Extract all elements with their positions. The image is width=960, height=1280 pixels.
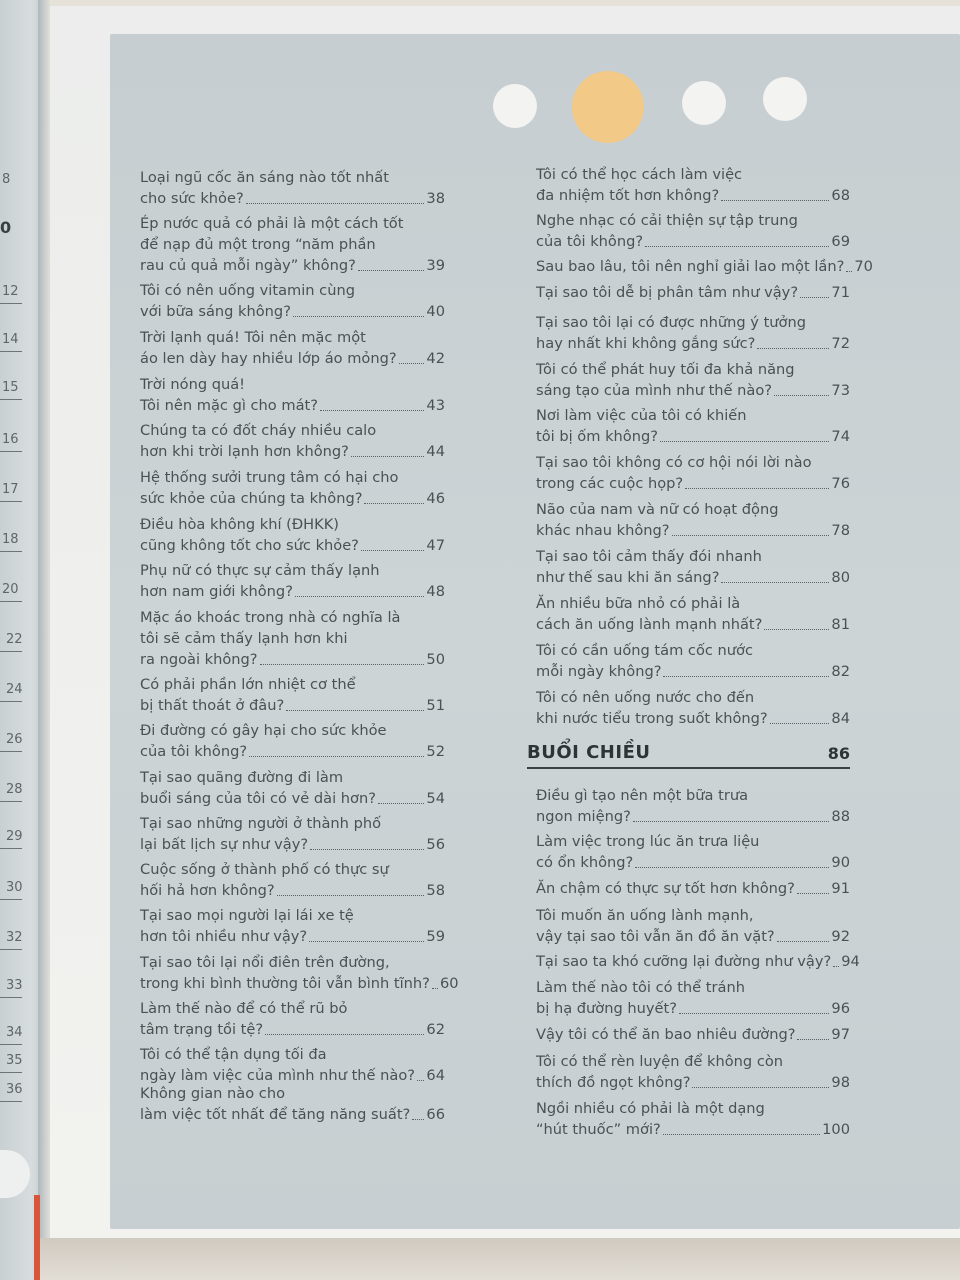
toc-entry[interactable] — [536, 452, 850, 494]
toc-entry[interactable] — [140, 1083, 445, 1125]
previous-page-number: 33 — [6, 978, 23, 993]
toc-entry-text: áo len dày hay nhiều lớp áo mỏng? — [140, 350, 397, 367]
toc-page-number: 78 — [831, 522, 850, 539]
toc-page-number: 66 — [426, 1106, 445, 1123]
toc-entry-text: mỗi ngày không? — [536, 663, 662, 680]
table-surface-bottom — [40, 1238, 960, 1280]
toc-entry-text: hơn khi trời lạnh hơn không? — [140, 443, 349, 460]
toc-entry-text: Sau bao lâu, tôi nên nghỉ giải lao một lần? — [536, 258, 845, 275]
previous-page-rule — [0, 501, 22, 502]
toc-entry[interactable] — [140, 374, 445, 416]
toc-entry[interactable] — [140, 813, 445, 855]
previous-page-number: 18 — [2, 532, 19, 547]
toc-entry-text: như thế sau khi ăn sáng? — [536, 569, 720, 586]
toc-entry-text: ngon miệng? — [536, 808, 631, 825]
section-title: BUỔI CHIỀU — [527, 742, 651, 763]
toc-dot-leader — [645, 246, 829, 247]
toc-dot-leader — [286, 710, 424, 711]
toc-entry-text: trong khi bình thường tôi vẫn bình tĩnh? — [140, 975, 430, 992]
toc-dot-leader — [293, 316, 424, 317]
previous-page-rule — [0, 848, 22, 849]
toc-page-number: 68 — [831, 187, 850, 204]
toc-entry-text: Trời nóng quá! — [140, 376, 246, 393]
previous-page-number: 34 — [6, 1025, 23, 1040]
toc-dot-leader — [770, 723, 830, 724]
toc-entry[interactable] — [536, 951, 860, 972]
toc-entry-text: hối hả hơn không? — [140, 882, 275, 899]
toc-dot-leader — [672, 535, 830, 536]
toc-entry[interactable] — [140, 1044, 445, 1086]
toc-entry-text: Đi đường có gây hại cho sức khỏe — [140, 722, 387, 739]
toc-entry-text: Ăn chậm có thực sự tốt hơn không? — [536, 880, 795, 897]
previous-page-rule — [0, 651, 22, 652]
toc-page-number: 56 — [426, 836, 445, 853]
toc-entry-text: Não của nam và nữ có hoạt động — [536, 501, 779, 518]
toc-dot-leader — [399, 363, 425, 364]
toc-entry-text: trong các cuộc họp? — [536, 475, 684, 492]
toc-entry-text: Tại sao ta khó cưỡng lại đường như vậy? — [536, 953, 832, 970]
toc-entry-text: Tôi có thể học cách làm việc — [536, 166, 743, 183]
toc-page-number: 54 — [426, 790, 445, 807]
previous-page-rule — [0, 997, 22, 998]
previous-page-rule — [0, 451, 22, 452]
toc-page-number: 42 — [426, 350, 445, 367]
toc-entry-text: cho sức khỏe? — [140, 190, 244, 207]
toc-entry[interactable] — [536, 1098, 850, 1140]
toc-entry[interactable] — [140, 167, 445, 209]
toc-dot-leader — [633, 821, 830, 822]
previous-page-number: 20 — [2, 582, 19, 597]
toc-entry-text: Mặc áo khoác trong nhà có nghĩa là — [140, 609, 401, 626]
toc-entry-text: buổi sáng của tôi có vẻ dài hơn? — [140, 790, 376, 807]
toc-dot-leader — [249, 756, 424, 757]
toc-entry[interactable] — [140, 514, 445, 556]
toc-entry-text: Tại sao mọi người lại lái xe tệ — [140, 907, 354, 924]
toc-entry[interactable] — [536, 1051, 850, 1093]
toc-dot-leader — [663, 676, 829, 677]
toc-entry-text: Tôi có thể tận dụng tối đa — [140, 1046, 327, 1063]
toc-entry[interactable] — [140, 859, 445, 901]
toc-dot-leader — [797, 1039, 829, 1040]
toc-page-number: 44 — [426, 443, 445, 460]
toc-entry-text: sáng tạo của mình như thế nào? — [536, 382, 773, 399]
toc-entry[interactable] — [536, 405, 850, 447]
toc-entry-text: tôi sẽ cảm thấy lạnh hơn khi — [140, 630, 348, 647]
previous-page-rule — [0, 1072, 22, 1073]
previous-page-number: 8 — [2, 172, 11, 187]
toc-entry-text: Tại sao quãng đường đi làm — [140, 769, 344, 786]
toc-page-number: 51 — [426, 697, 445, 714]
toc-entry-text: Ăn nhiều bữa nhỏ có phải là — [536, 595, 741, 612]
toc-dot-leader — [412, 1119, 424, 1120]
toc-entry-text: với bữa sáng không? — [140, 303, 291, 320]
toc-entry[interactable] — [140, 767, 445, 809]
toc-dot-leader — [358, 270, 425, 271]
toc-entry[interactable] — [536, 785, 850, 827]
toc-entry[interactable] — [536, 878, 850, 899]
toc-entry[interactable] — [140, 674, 445, 716]
toc-entry-text: bị thất thoát ở đâu? — [140, 697, 285, 714]
toc-entry-text: để nạp đủ một trong “năm phần — [140, 236, 376, 253]
toc-dot-leader — [833, 966, 839, 967]
toc-dot-leader — [432, 988, 438, 989]
toc-entry[interactable] — [140, 327, 445, 369]
previous-page-rule — [0, 751, 22, 752]
previous-page-number: 17 — [2, 482, 19, 497]
toc-page-number: 88 — [831, 808, 850, 825]
toc-dot-leader — [310, 849, 424, 850]
toc-page-number: 72 — [831, 335, 850, 352]
toc-page-number: 73 — [831, 382, 850, 399]
previous-page-rule — [0, 1044, 22, 1045]
toc-entry-text: khi nước tiểu trong suốt không? — [536, 710, 768, 727]
toc-entry[interactable] — [536, 359, 850, 401]
toc-entry[interactable] — [140, 280, 445, 322]
toc-entry-text: Phụ nữ có thực sự cảm thấy lạnh — [140, 562, 380, 579]
toc-entry-text: Tôi muốn ăn uống lành mạnh, — [536, 907, 754, 924]
toc-page-number: 60 — [439, 975, 459, 992]
toc-dot-leader — [777, 941, 830, 942]
section-page-number: 86 — [827, 744, 850, 763]
toc-entry-text: Ngồi nhiều có phải là một dạng — [536, 1100, 765, 1117]
toc-entry[interactable] — [140, 560, 445, 602]
toc-page-number: 50 — [426, 651, 445, 668]
toc-dot-leader — [721, 582, 829, 583]
toc-dot-leader — [320, 410, 424, 411]
section-heading — [527, 742, 850, 769]
toc-page-number: 38 — [426, 190, 445, 207]
toc-page-number: 58 — [426, 882, 445, 899]
toc-entry-text: Nơi làm việc của tôi có khiến — [536, 407, 747, 424]
toc-page-number: 92 — [831, 928, 850, 945]
toc-entry-text: Tôi có nên uống nước cho đến — [536, 689, 755, 706]
toc-page-number: 96 — [831, 1000, 850, 1017]
toc-dot-leader — [635, 867, 829, 868]
toc-entry[interactable] — [536, 256, 873, 277]
toc-entry-text: Làm thế nào tôi có thể tránh — [536, 979, 745, 996]
previous-page-rule — [0, 399, 22, 400]
previous-page-rule — [0, 351, 22, 352]
toc-entry-text: có ổn không? — [536, 854, 634, 871]
toc-dot-leader — [277, 895, 425, 896]
toc-dot-leader — [417, 1080, 424, 1081]
toc-entry[interactable] — [536, 1024, 850, 1045]
toc-entry[interactable] — [140, 467, 445, 509]
toc-entry[interactable] — [536, 282, 850, 303]
toc-entry[interactable] — [140, 720, 445, 762]
toc-entry-text: làm việc tốt nhất để tăng năng suất? — [140, 1106, 411, 1123]
toc-entry[interactable] — [536, 312, 850, 354]
toc-entry[interactable] — [536, 640, 850, 682]
toc-dot-leader — [685, 488, 829, 489]
white-circle-decoration — [763, 77, 807, 121]
toc-page-number: 97 — [831, 1026, 850, 1043]
toc-dot-leader — [660, 441, 829, 442]
toc-dot-leader — [351, 456, 425, 457]
previous-page-rule — [0, 899, 22, 900]
white-circle-decoration — [493, 84, 537, 128]
toc-dot-leader — [246, 203, 425, 204]
toc-entry-text: bị hạ đường huyết? — [536, 1000, 677, 1017]
previous-page-rule — [0, 949, 22, 950]
toc-entry-text: của tôi không? — [536, 233, 644, 250]
toc-entry-text: của tôi không? — [140, 743, 248, 760]
toc-page-number: 47 — [426, 537, 445, 554]
toc-entry-text: Tại sao tôi dễ bị phân tâm như vậy? — [536, 284, 799, 301]
toc-entry[interactable] — [140, 420, 445, 462]
toc-entry-text: Tại sao tôi không có cơ hội nói lời nào — [536, 454, 812, 471]
toc-entry-text: ngày làm việc của mình như thế nào? — [140, 1067, 416, 1084]
yellow-circle-decoration — [572, 71, 644, 143]
toc-entry-text: Làm thế nào để có thể rũ bỏ — [140, 1000, 348, 1017]
previous-page-number: 32 — [6, 930, 23, 945]
toc-entry-text: thích đồ ngọt không? — [536, 1074, 691, 1091]
toc-page-number: 62 — [426, 1021, 445, 1038]
toc-page-number: 80 — [831, 569, 850, 586]
toc-page-number: 39 — [426, 257, 445, 274]
toc-dot-leader — [774, 395, 829, 396]
toc-entry[interactable] — [536, 905, 850, 947]
toc-dot-leader — [757, 348, 829, 349]
toc-entry[interactable] — [536, 687, 850, 729]
toc-dot-leader — [663, 1134, 820, 1135]
toc-page-number: 76 — [831, 475, 850, 492]
toc-dot-leader — [764, 629, 829, 630]
toc-entry-text: Tôi nên mặc gì cho mát? — [140, 397, 318, 414]
toc-page-number: 84 — [831, 710, 850, 727]
toc-entry[interactable] — [536, 831, 850, 873]
toc-entry[interactable] — [140, 952, 459, 994]
toc-entry-text: cách ăn uống lành mạnh nhất? — [536, 616, 763, 633]
toc-dot-leader — [309, 941, 424, 942]
toc-entry-text: khác nhau không? — [536, 522, 670, 539]
toc-entry-text: rau củ quả mỗi ngày” không? — [140, 257, 356, 274]
toc-page-number: 94 — [841, 953, 860, 970]
toc-page-number: 59 — [426, 928, 445, 945]
previous-page-number: 28 — [6, 782, 23, 797]
toc-entry-text: Tôi có nên uống vitamin cùng — [140, 282, 355, 299]
toc-page-number: 69 — [831, 233, 850, 250]
toc-page-number: 48 — [426, 583, 445, 600]
toc-entry-text: Không gian nào cho — [140, 1085, 286, 1102]
toc-page-number: 64 — [426, 1067, 445, 1084]
toc-dot-leader — [679, 1013, 829, 1014]
toc-entry-text: hay nhất khi không gắng sức? — [536, 335, 756, 352]
toc-entry[interactable] — [536, 546, 850, 588]
toc-page-number: 81 — [831, 616, 850, 633]
previous-page-number: 29 — [6, 829, 23, 844]
toc-entry[interactable] — [140, 607, 445, 670]
toc-entry-text: Vậy tôi có thể ăn bao nhiêu đường? — [536, 1026, 796, 1043]
toc-entry-text: hơn nam giới không? — [140, 583, 293, 600]
toc-entry[interactable] — [536, 499, 850, 541]
previous-page-number: 22 — [6, 632, 23, 647]
toc-entry-text: tâm trạng tồi tệ? — [140, 1021, 264, 1038]
toc-dot-leader — [797, 893, 830, 894]
toc-entry-text: Điều gì tạo nên một bữa trưa — [536, 787, 749, 804]
toc-entry-text: Nghe nhạc có cải thiện sự tập trung — [536, 212, 798, 229]
toc-entry[interactable] — [536, 593, 850, 635]
toc-entry-text: Tại sao tôi lại nổi điên trên đường, — [140, 954, 390, 971]
toc-dot-leader — [364, 503, 424, 504]
toc-page-number: 82 — [831, 663, 850, 680]
toc-entry[interactable] — [536, 164, 850, 206]
toc-dot-leader — [295, 596, 424, 597]
toc-entry-text: Tôi có thể phát huy tối đa khả năng — [536, 361, 795, 378]
toc-dot-leader — [721, 200, 829, 201]
toc-page-number: 52 — [426, 743, 445, 760]
toc-dot-leader — [846, 271, 852, 272]
toc-dot-leader — [260, 664, 425, 665]
toc-entry-text: Tại sao tôi lại có được những ý tưởng — [536, 314, 806, 331]
toc-entry-text: Điều hòa không khí (ĐHKK) — [140, 516, 339, 533]
toc-page-number: 90 — [831, 854, 850, 871]
toc-page-number: 74 — [831, 428, 850, 445]
previous-page-number: 15 — [2, 380, 19, 395]
toc-page-number: 40 — [426, 303, 445, 320]
toc-dot-leader — [265, 1034, 424, 1035]
previous-page-number: 36 — [6, 1082, 23, 1097]
toc-entry-text: cũng không tốt cho sức khỏe? — [140, 537, 359, 554]
previous-page-rule — [0, 701, 22, 702]
toc-entry-text: đa nhiệm tốt hơn không? — [536, 187, 720, 204]
toc-dot-leader — [692, 1087, 829, 1088]
toc-dot-leader — [361, 550, 424, 551]
toc-entry-text: tôi bị ốm không? — [536, 428, 658, 445]
toc-entry[interactable] — [536, 977, 850, 1019]
white-circle-decoration — [682, 81, 726, 125]
toc-entry-text: Tại sao những người ở thành phố — [140, 815, 382, 832]
toc-page-number: 98 — [831, 1074, 850, 1091]
previous-page-rule — [0, 601, 22, 602]
toc-page-number: 70 — [854, 258, 873, 275]
toc-entry[interactable] — [536, 210, 850, 252]
toc-page-number: 43 — [426, 397, 445, 414]
toc-entry-text: hơn tôi nhiều như vậy? — [140, 928, 308, 945]
previous-page-rule — [0, 303, 22, 304]
toc-entry-text: Loại ngũ cốc ăn sáng nào tốt nhất — [140, 169, 389, 186]
toc-page-number: 100 — [822, 1121, 850, 1138]
previous-page-rule — [0, 551, 22, 552]
toc-entry-text: sức khỏe của chúng ta không? — [140, 490, 363, 507]
previous-page-number: 16 — [2, 432, 19, 447]
previous-page-rule — [0, 801, 22, 802]
toc-dot-leader — [378, 803, 424, 804]
previous-page-number: 12 — [2, 284, 19, 299]
toc-entry-text: ra ngoài không? — [140, 651, 258, 668]
toc-entry-text: Có phải phần lớn nhiệt cơ thể — [140, 676, 356, 693]
toc-entry-text: Tôi có cần uống tám cốc nước — [536, 642, 753, 659]
toc-entry[interactable] — [140, 905, 445, 947]
toc-entry[interactable] — [140, 998, 445, 1040]
toc-page-number: 71 — [831, 284, 850, 301]
toc-entry-text: Chúng ta có đốt cháy nhiều calo — [140, 422, 377, 439]
toc-page-number: 91 — [831, 880, 850, 897]
previous-page-number: 30 — [6, 880, 23, 895]
toc-entry-text: Tại sao tôi cảm thấy đói nhanh — [536, 548, 762, 565]
toc-entry-text: Ép nước quả có phải là một cách tốt — [140, 215, 404, 232]
toc-dot-leader — [800, 297, 829, 298]
previous-page-number: 0 — [0, 218, 12, 237]
toc-entry-text: Làm việc trong lúc ăn trưa liệu — [536, 833, 760, 850]
previous-page-number: 26 — [6, 732, 23, 747]
previous-page-number: 14 — [2, 332, 19, 347]
toc-entry[interactable] — [140, 213, 445, 276]
toc-entry-text: Cuộc sống ở thành phố có thực sự — [140, 861, 389, 878]
toc-entry-text: lại bất lịch sự như vậy? — [140, 836, 309, 853]
previous-page-number: 24 — [6, 682, 23, 697]
previous-page-number: 35 — [6, 1053, 23, 1068]
toc-entry-text: Tôi có thể rèn luyện để không còn — [536, 1053, 784, 1070]
toc-page-number: 46 — [426, 490, 445, 507]
toc-entry-text: vậy tại sao tôi vẫn ăn đồ ăn vặt? — [536, 928, 775, 945]
previous-page-rule — [0, 1101, 22, 1102]
toc-entry-text: “hút thuốc” mới? — [536, 1121, 661, 1138]
toc-entry-text: Hệ thống sưởi trung tâm có hại cho — [140, 469, 399, 486]
toc-entry-text: Trời lạnh quá! Tôi nên mặc một — [140, 329, 366, 346]
